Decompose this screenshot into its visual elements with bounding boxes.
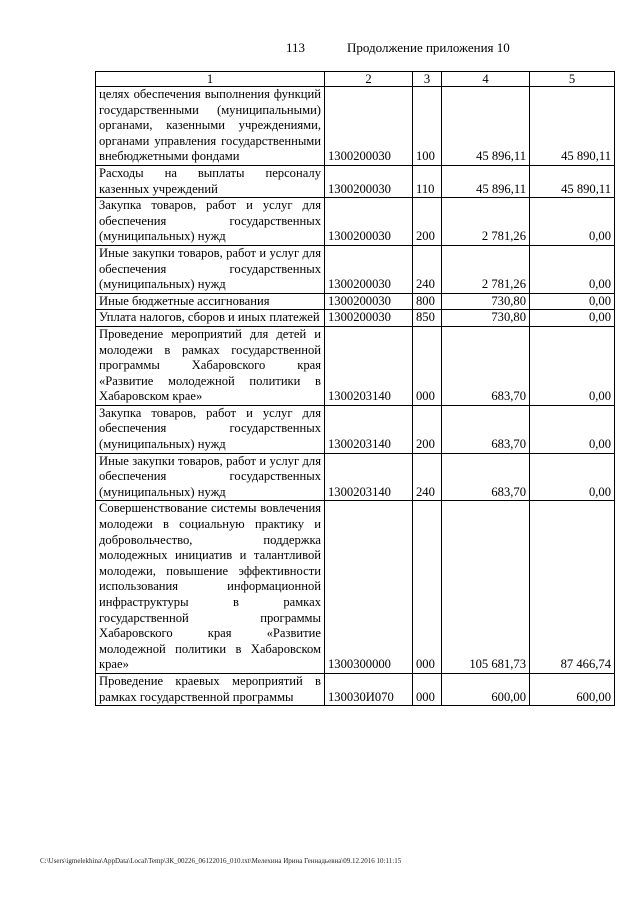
row-expense-type: 000 xyxy=(413,501,442,674)
row-name: Проведение краевых мероприятий в рамках государственной программы xyxy=(96,673,325,705)
row-amount-2: 0,00 xyxy=(530,326,615,405)
row-amount-1: 45 896,11 xyxy=(442,87,530,166)
row-expense-type: 200 xyxy=(413,405,442,453)
row-code: 1300203140 xyxy=(325,326,413,405)
row-expense-type: 240 xyxy=(413,245,442,293)
table-row xyxy=(96,326,615,405)
row-code: 1300203140 xyxy=(325,405,413,453)
row-code: 1300200030 xyxy=(325,198,413,246)
row-expense-type: 000 xyxy=(413,326,442,405)
row-code: 1300200030 xyxy=(325,310,413,327)
row-amount-1: 2 781,26 xyxy=(442,245,530,293)
row-amount-1: 683,70 xyxy=(442,405,530,453)
row-code: 1300300000 xyxy=(325,501,413,674)
row-name: Совершенствование системы вовлечения молодежи в социальную практику и добровольчество, поддержка молодежных инициатив и талантливой молодежи, повышение эффективности использования информационной инфраструктуры в рамках государственной программы Хабаровского края «Развитие молодежной политики в Хабаровском крае» xyxy=(96,501,325,674)
row-amount-2: 87 466,74 xyxy=(530,501,615,674)
column-header: 4 xyxy=(442,72,530,87)
row-amount-2: 0,00 xyxy=(530,310,615,327)
column-header: 2 xyxy=(325,72,413,87)
column-header: 1 xyxy=(96,72,325,87)
row-amount-1: 105 681,73 xyxy=(442,501,530,674)
row-code: 1300200030 xyxy=(325,165,413,197)
table-row xyxy=(96,310,615,327)
row-code: 1300200030 xyxy=(325,245,413,293)
row-amount-1: 45 896,11 xyxy=(442,165,530,197)
row-amount-2: 0,00 xyxy=(530,405,615,453)
row-name: Иные бюджетные ассигнования xyxy=(96,293,325,310)
row-expense-type: 110 xyxy=(413,165,442,197)
row-amount-2: 0,00 xyxy=(530,198,615,246)
table-header-row xyxy=(96,72,615,87)
row-amount-1: 600,00 xyxy=(442,673,530,705)
table-row xyxy=(96,405,615,453)
budget-table xyxy=(95,71,615,706)
row-name: Закупка товаров, работ и услуг для обеспечения государственных (муниципальных) нужд xyxy=(96,198,325,246)
row-expense-type: 100 xyxy=(413,87,442,166)
table-row xyxy=(96,673,615,705)
row-expense-type: 800 xyxy=(413,293,442,310)
row-amount-2: 0,00 xyxy=(530,453,615,501)
row-expense-type: 240 xyxy=(413,453,442,501)
row-amount-1: 2 781,26 xyxy=(442,198,530,246)
row-name: Проведение мероприятий для детей и молодежи в рамках государственной программы Хабаровского края «Развитие молодежной политики в Хабаровском крае» xyxy=(96,326,325,405)
row-code: 130030И070 xyxy=(325,673,413,705)
column-header: 5 xyxy=(530,72,615,87)
page-number: 113 xyxy=(286,40,306,55)
row-expense-type: 200 xyxy=(413,198,442,246)
table-row xyxy=(96,245,615,293)
row-amount-1: 683,70 xyxy=(442,453,530,501)
row-amount-2: 600,00 xyxy=(530,673,615,705)
table-row xyxy=(96,87,615,166)
table-row xyxy=(96,198,615,246)
row-amount-2: 0,00 xyxy=(530,245,615,293)
file-path-footer: C:\Users\igmelekhina\AppData\Local\Temp\ЗК_00226_06122016_010.txt\Мелехина Ирина Геннадьевна\09.12.2016 10:11:15 xyxy=(40,857,402,865)
row-name: Иные закупки товаров, работ и услуг для обеспечения государственных (муниципальных) нужд xyxy=(96,245,325,293)
row-name: Иные закупки товаров, работ и услуг для обеспечения государственных (муниципальных) нужд xyxy=(96,453,325,501)
table-row xyxy=(96,165,615,197)
row-expense-type: 850 xyxy=(413,310,442,327)
table-row xyxy=(96,453,615,501)
row-amount-2: 0,00 xyxy=(530,293,615,310)
row-code: 1300200030 xyxy=(325,293,413,310)
continuation-title: Продолжение приложения 10 xyxy=(347,40,510,55)
table-row xyxy=(96,293,615,310)
row-amount-2: 45 890,11 xyxy=(530,165,615,197)
page-header xyxy=(0,40,640,58)
column-header: 3 xyxy=(413,72,442,87)
row-amount-1: 730,80 xyxy=(442,310,530,327)
row-name: Закупка товаров, работ и услуг для обеспечения государственных (муниципальных) нужд xyxy=(96,405,325,453)
row-code: 1300203140 xyxy=(325,453,413,501)
row-amount-2: 45 890,11 xyxy=(530,87,615,166)
row-expense-type: 000 xyxy=(413,673,442,705)
row-name: целях обеспечения выполнения функций государственными (муниципальными) органами, казенными учреждениями, органами управления государственными внебюджетными фондами xyxy=(96,87,325,166)
row-name: Уплата налогов, сборов и иных платежей xyxy=(96,310,325,327)
row-name: Расходы на выплаты персоналу казенных учреждений xyxy=(96,165,325,197)
row-code: 1300200030 xyxy=(325,87,413,166)
table-row xyxy=(96,501,615,674)
row-amount-1: 730,80 xyxy=(442,293,530,310)
row-amount-1: 683,70 xyxy=(442,326,530,405)
